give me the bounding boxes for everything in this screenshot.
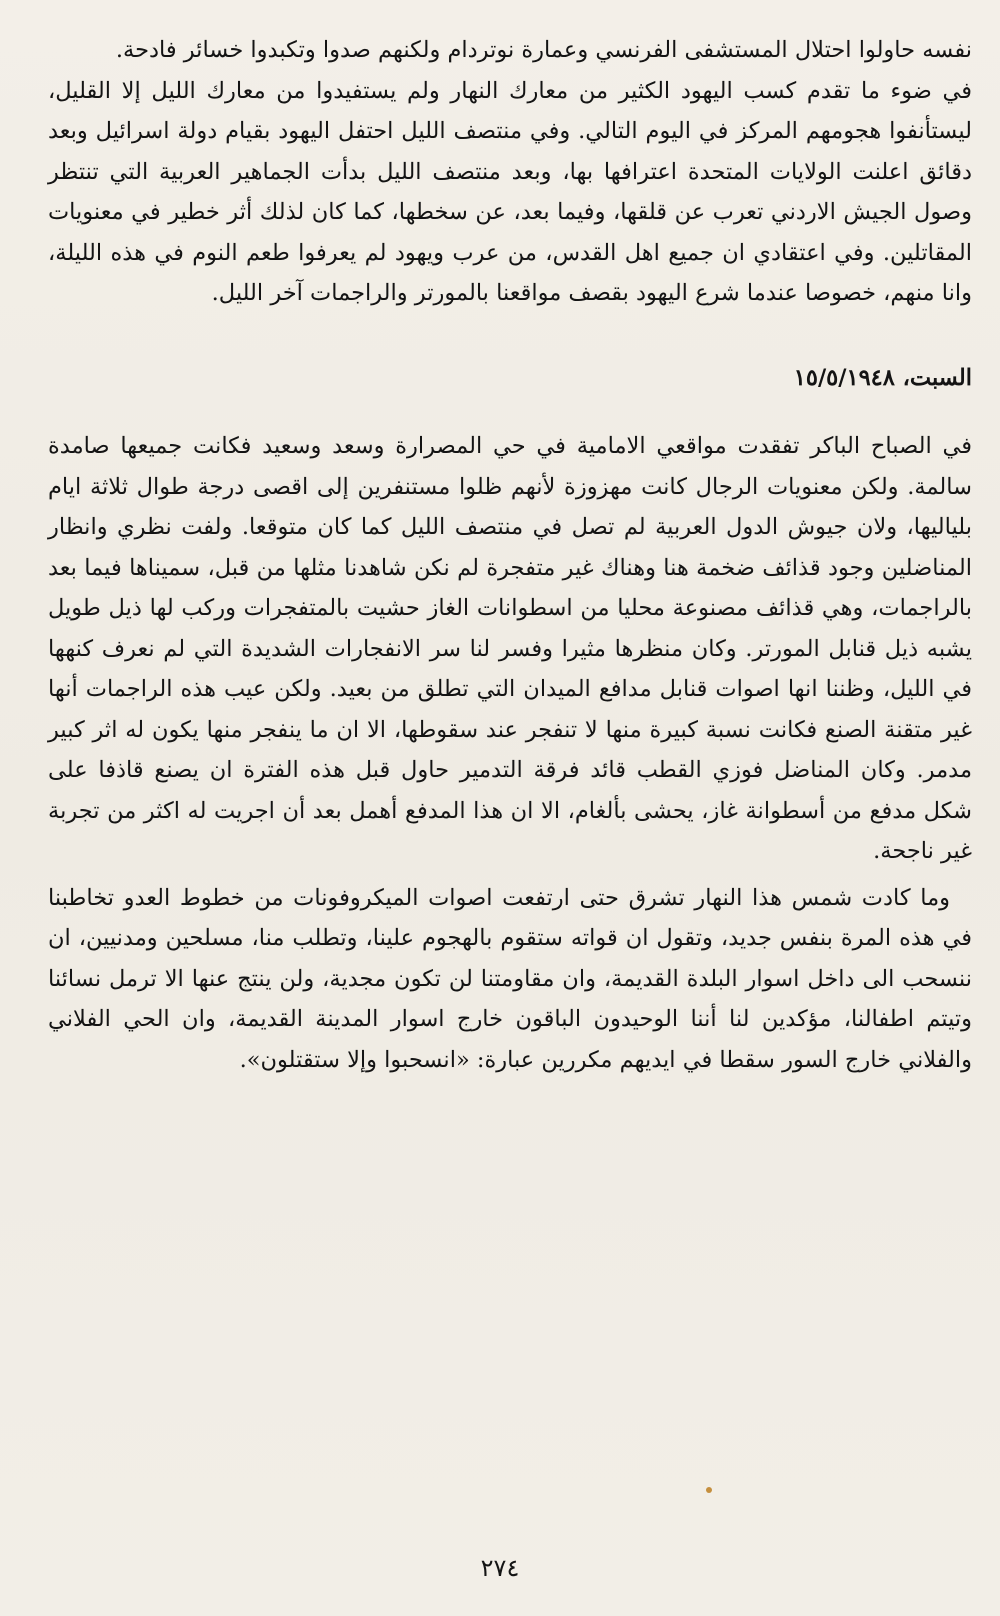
paragraph-microphones: وما كادت شمس هذا النهار تشرق حتى ارتفعت اصوات الميكروفونات من خطوط العدو تخاطبنا في هذه المرة بنفس جديد، وتقول ان قواته ستقوم بالهجوم علينا، وتطلب منا، مسلحين ومدنيين، ان ننسحب الى داخل اسوار البلدة القديمة، وان مقاومتنا لن تكون مجدية، ولن ينتج عنها الا ترمل نسائنا وتيتم اطفالنا، مؤكدين لنا أننا الوحيدون الباقون خارج اسوار المدينة القديمة، وان الحي الفلاني والفلاني خارج السور سقطا في ايديهم مكررين عبارة: «انسحبوا وإلا ستقتلون». (48, 884, 972, 1073)
paragraph-morning-positions: في الصباح الباكر تفقدت مواقعي الامامية في حي المصرارة وسعد وسعيد فكانت جميعها صامدة سالمة. ولكن معنويات الرجال كانت مهزوزة لأنهم ظلوا مستنفرين إلى اقصى درجة طوال ثلاثة ايام بلياليها، ولان جيوش الدول العربية لم تصل في منتصف الليل كما كان متوقعا. ولفت نظري وانظار المناضلين وجود قذائف ضخمة هنا وهناك غير متفجرة لم نكن شاهدنا مثلها من قبل، سميناها فيما بعد بالراجمات، وهي قذائف مصنوعة محليا من اسطوانات الغاز حشيت بالمتفجرات وركب لها ذيل طويل يشبه ذيل قنابل المورتر. وكان منظرها مثيرا وفسر لنا سر الانفجارات الشديدة التي لم نعرف كنهها في الليل، وظننا انها اصوات قنابل مدافع الميدان التي تطلق من بعيد. ولكن عيب هذه الراجمات أنها غير متقنة الصنع فكانت نسبة كبيرة منها لا تنفجر عند سقوطها، الا ان ما ينفجر منها يكون له اثر كبير مدمر. وكان المناضل فوزي القطب قائد فرقة التدمير حاول قبل هذه الفترة ان يصنع قاذفا على شكل مدفع من أسطوانة غاز، يحشى بألغام، الا ان هذا المدفع أهمل بعد أن اجريت له اكثر من تجربة غير ناجحة. (48, 433, 972, 864)
ink-spot (706, 1487, 712, 1493)
paragraph-night-events: في ضوء ما تقدم كسب اليهود الكثير من معارك النهار ولم يستفيدوا من معارك الليل إلا القليل، ليستأنفوا هجومهم المركز في اليوم التالي. وفي منتصف الليل احتفل اليهود بقيام دولة اسرائيل وبعد دقائق اعلنت الولايات المتحدة اعترافها بها، وبعد منتصف الليل بدأت الجماهير العربية التي تنتظر وصول الجيش الاردني تعرب عن قلقها، وفيما بعد، عن سخطها، كما كان لذلك أثر خطير في معنويات المقاتلين. وفي اعتقادي ان جميع اهل القدس، من عرب ويهود لم يعرفوا طعم النوم في هذه الليلة، وانا منهم، خصوصا عندما شرع اليهود بقصف مواقعنا بالمورتر والراجمات آخر الليل. (48, 77, 972, 306)
paragraph-continuation: نفسه حاولوا احتلال المستشفى الفرنسي وعمارة نوتردام ولكنهم صدوا وتكبدوا خسائر فادحة. (115, 37, 972, 63)
page-number: ٢٧٤ (480, 1554, 520, 1582)
dateline-heading: السبت، ١٥/٥/١٩٤٨ (793, 364, 972, 391)
body-text (48, 30, 972, 1080)
